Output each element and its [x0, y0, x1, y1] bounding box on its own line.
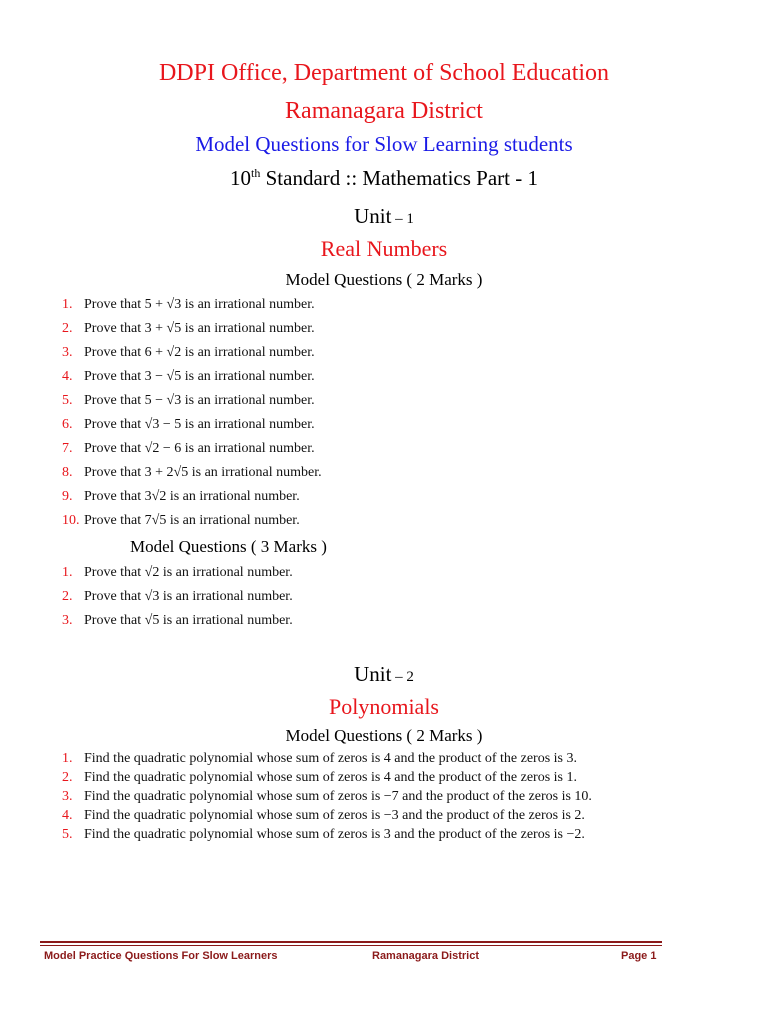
question-number: 10. — [62, 513, 80, 528]
unit1-heading — [0, 204, 768, 229]
question-number: 4. — [62, 369, 73, 384]
unit2-2marks-heading: Model Questions ( 2 Marks ) — [285, 726, 483, 745]
question-text: Prove that 7√5 is an irrational number. — [84, 513, 300, 528]
unit1-2marks-list — [62, 293, 742, 533]
question-text: Prove that 3 + √5 is an irrational number. — [84, 321, 315, 336]
footer-divider-thin — [40, 945, 662, 946]
footer-left: Model Practice Questions For Slow Learners — [44, 950, 278, 962]
question-number: 1. — [62, 751, 73, 766]
question-text: Find the quadratic polynomial whose sum of zeros is 4 and the product of the zeros is 3. — [84, 751, 578, 766]
standard-number: 10 — [230, 166, 252, 190]
list-item — [62, 461, 742, 485]
question-text: Prove that 5 + √3 is an irrational number. — [84, 297, 315, 312]
list-item — [62, 293, 742, 317]
list-item — [62, 317, 742, 341]
question-text: Prove that √3 is an irrational number. — [84, 589, 293, 604]
unit2-topic: Polynomials — [328, 694, 439, 719]
question-number: 2. — [62, 589, 73, 604]
unit1-label: Unit — [354, 204, 392, 228]
question-text: Find the quadratic polynomial whose sum of zeros is 3 and the product of the zeros is −2. — [84, 827, 585, 842]
list-item — [62, 788, 672, 806]
unit2-number: – 2 — [391, 669, 414, 685]
unit2-2marks-list — [62, 750, 672, 845]
question-text: Prove that 5 − √3 is an irrational number. — [84, 393, 315, 408]
question-text: Find the quadratic polynomial whose sum of zeros is −7 and the product of the zeros is 10. — [84, 789, 592, 804]
question-number: 2. — [62, 321, 73, 336]
standard-subject: Standard :: Mathematics Part - 1 — [260, 166, 538, 190]
footer-page-number: Page 1 — [621, 950, 657, 962]
list-item — [62, 826, 672, 844]
footer-divider — [40, 941, 662, 943]
question-text: Prove that 3√2 is an irrational number. — [84, 489, 300, 504]
list-item — [62, 485, 742, 509]
list-item — [62, 609, 742, 633]
question-text: Prove that √5 is an irrational number. — [84, 613, 293, 628]
standard-heading — [0, 166, 768, 191]
question-text: Prove that 3 + 2√5 is an irrational number. — [84, 465, 322, 480]
list-item — [62, 389, 742, 413]
question-number: 5. — [62, 393, 73, 408]
unit1-topic: Real Numbers — [320, 236, 448, 261]
list-item — [62, 365, 742, 389]
list-item — [62, 585, 742, 609]
question-text: Prove that 6 + √2 is an irrational number. — [84, 345, 315, 360]
office-title: DDPI Office, Department of School Education — [158, 60, 610, 86]
question-text: Prove that √2 − 6 is an irrational number. — [84, 441, 315, 456]
list-item — [62, 413, 742, 437]
unit2-label: Unit — [354, 662, 392, 686]
question-number: 1. — [62, 297, 73, 312]
question-number: 3. — [62, 789, 73, 804]
unit1-3marks-heading: Model Questions ( 3 Marks ) — [130, 537, 327, 556]
footer-center: Ramanagara District — [372, 950, 479, 962]
list-item — [62, 561, 742, 585]
unit2-heading — [0, 662, 768, 687]
question-number: 7. — [62, 441, 73, 456]
subtitle: Model Questions for Slow Learning students — [195, 132, 573, 156]
unit1-3marks-list — [62, 561, 742, 633]
question-number: 1. — [62, 565, 73, 580]
question-number: 5. — [62, 827, 73, 842]
unit1-number: – 1 — [391, 211, 414, 227]
question-number: 3. — [62, 613, 73, 628]
district-title: Ramanagara District — [285, 98, 483, 124]
list-item — [62, 437, 742, 461]
question-text: Find the quadratic polynomial whose sum of zeros is 4 and the product of the zeros is 1. — [84, 770, 578, 785]
question-number: 6. — [62, 417, 73, 432]
question-number: 9. — [62, 489, 73, 504]
question-text: Prove that 3 − √5 is an irrational number. — [84, 369, 315, 384]
question-number: 4. — [62, 808, 73, 823]
question-number: 8. — [62, 465, 73, 480]
list-item — [62, 341, 742, 365]
question-text: Prove that √2 is an irrational number. — [84, 565, 293, 580]
question-text: Find the quadratic polynomial whose sum of zeros is −3 and the product of the zeros is 2. — [84, 808, 585, 823]
question-number: 2. — [62, 770, 73, 785]
list-item — [62, 807, 672, 825]
list-item — [62, 769, 672, 787]
unit1-2marks-heading: Model Questions ( 2 Marks ) — [285, 270, 483, 289]
list-item — [62, 509, 742, 533]
question-number: 3. — [62, 345, 73, 360]
question-text: Prove that √3 − 5 is an irrational number. — [84, 417, 315, 432]
standard-suffix: th — [251, 166, 261, 180]
list-item — [62, 750, 672, 768]
